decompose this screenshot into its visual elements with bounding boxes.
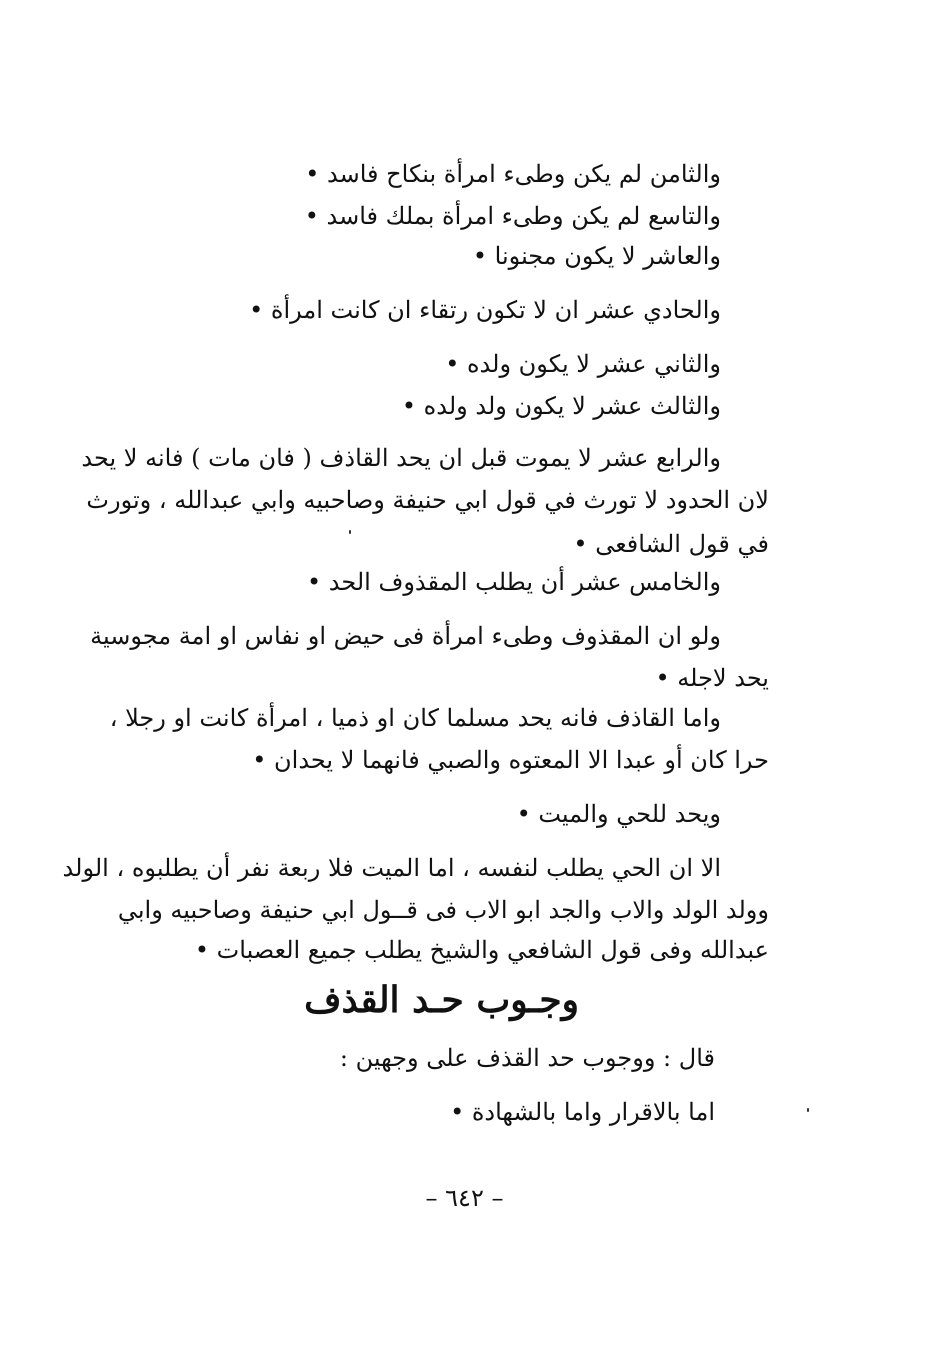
text-line-1: والثامن لم يكن وطىء امرأة بنكاح فاسد • — [305, 160, 721, 188]
section-heading: وجـوب حـد القذف — [304, 979, 579, 1021]
text-line-15: ويحد للحي والميت • — [516, 800, 721, 828]
text-line-5: والثاني عشر لا يكون ولده • — [445, 350, 721, 378]
text-line-16: الا ان الحي يطلب لنفسه ، اما الميت فلا ربعة نفر أن يطلبوه ، الولد — [62, 854, 721, 882]
text-line-12: يحد لاجله • — [655, 664, 769, 692]
text-line-20: اما بالاقرار واما بالشهادة • — [450, 1098, 715, 1126]
text-line-6: والثالث عشر لا يكون ولد ولده • — [401, 392, 721, 420]
text-line-10: والخامس عشر أن يطلب المقذوف الحد • — [306, 568, 721, 596]
text-line-18: عبدالله وفى قول الشافعي والشيخ يطلب جميع العصبات • — [194, 936, 769, 964]
text-line-13: واما القاذف فانه يحد مسلما كان او ذميا ، امرأة كانت او رجلا ، — [109, 704, 721, 732]
text-line-7: والرابع عشر لا يموت قبل ان يحد القاذف ( فان مات ) فانه لا يحد — [81, 444, 721, 472]
scan-speck — [349, 530, 351, 534]
scan-speck — [807, 1108, 809, 1112]
text-line-2: والتاسع لم يكن وطىء امرأة بملك فاسد • — [304, 202, 721, 230]
text-line-4: والحادي عشر ان لا تكون رتقاء ان كانت امرأة • — [249, 296, 721, 324]
text-line-8: لان الحدود لا تورث في قول ابي حنيفة وصاحبيه وابي عبدالله ، وتورث — [86, 486, 769, 514]
text-line-3: والعاشر لا يكون مجنونا • — [472, 242, 721, 270]
page-number: – ٦٤٢ – — [425, 1184, 504, 1212]
text-line-19: قال : ووجوب حد القذف على وجهين : — [339, 1044, 715, 1072]
text-line-17: وولد الولد والاب والجد ابو الاب فى قــول ابي حنيفة وصاحبيه وابي — [117, 896, 769, 924]
text-line-14: حرا كان أو عبدا الا المعتوه والصبي فانهما لا يحدان • — [252, 746, 769, 774]
text-line-9: في قول الشافعى • — [573, 530, 769, 558]
text-line-11: ولو ان المقذوف وطىء امرأة فى حيض او نفاس او امة مجوسية — [90, 622, 721, 650]
